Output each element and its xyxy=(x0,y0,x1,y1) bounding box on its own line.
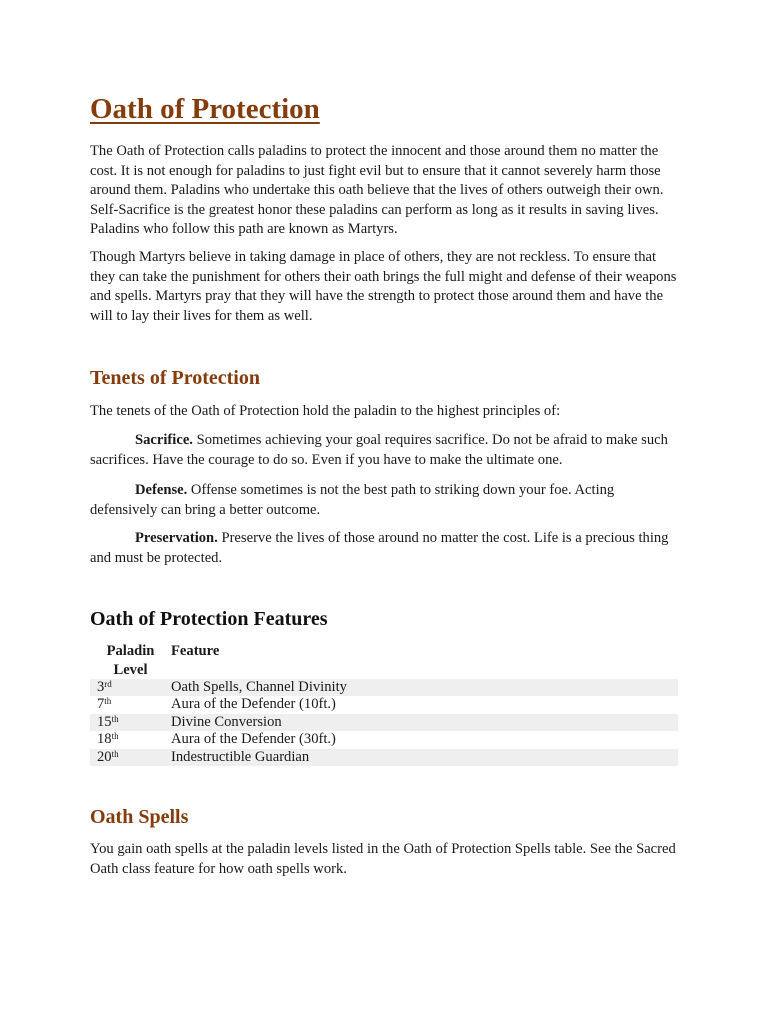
table-row xyxy=(90,696,678,713)
level-number: 15 xyxy=(97,713,112,730)
table-row xyxy=(90,679,678,696)
level-cell xyxy=(90,749,171,766)
tenet-text: Offense sometimes is not the best path to striking down your foe. Acting defensively can bring a better outcome. xyxy=(90,482,615,518)
intro-paragraph-2: Though Martyrs believe in taking damage in place of others, they are not reckless. To ensure that they can take the punishment for others their oath brings the full might and defense of their weapons and spells. Martyrs pray that they will have the strength to protect those around them and have the will to lay their lives for them as well. xyxy=(90,249,677,324)
table-body xyxy=(90,679,678,766)
level-number: 3 xyxy=(97,679,105,695)
features-table xyxy=(90,642,678,766)
table-row xyxy=(90,714,678,731)
tenet-text: Sometimes achieving your goal requires sacrifice. Do not be afraid to make such sacrifices. Have the courage to do so. Even if you have to make the ultimate one. xyxy=(90,432,668,468)
feature-cell: Aura of the Defender (30ft.) xyxy=(171,731,336,748)
tenet-name: Preservation. xyxy=(135,530,218,546)
level-ordinal-suffix: th xyxy=(111,748,119,759)
level-number: 18 xyxy=(97,731,112,748)
tenet-name: Sacrifice. xyxy=(135,432,193,448)
level-number: 7 xyxy=(97,696,105,713)
level-cell xyxy=(90,696,171,713)
features-heading: Oath of Protection Features xyxy=(90,608,328,630)
level-cell xyxy=(90,731,171,748)
tenet-defense xyxy=(90,481,680,520)
column-header-level: Paladin Level xyxy=(106,643,155,678)
feature-cell: Indestructible Guardian xyxy=(171,748,310,765)
feature-cell: Oath Spells, Channel Divinity xyxy=(171,679,347,695)
tenet-name: Defense. xyxy=(135,482,188,498)
tenet-preservation xyxy=(90,529,680,568)
tenet-sacrifice xyxy=(90,431,680,470)
table-row xyxy=(90,749,678,766)
tenets-intro: The tenets of the Oath of Protection hold the paladin to the highest principles of: xyxy=(90,403,561,419)
level-cell xyxy=(90,679,171,696)
intro-paragraph-1: The Oath of Protection calls paladins to protect the innocent and those around them no matter the cost. It is not enough for paladins to just fight evil but to ensure that it cannot severely harm those around them. Paladins who undertake this oath believe that the lives of others outweigh their own. Self-Sacrifice is the greatest honor these paladins can perform as long as it results in saving lives. Paladins who follow this path are known as Martyrs. xyxy=(90,143,664,237)
feature-cell: Aura of the Defender (10ft.) xyxy=(171,696,336,713)
level-cell xyxy=(90,714,171,731)
level-ordinal-suffix: rd xyxy=(104,679,112,689)
level-ordinal-suffix: th xyxy=(111,713,119,724)
level-ordinal-suffix: th xyxy=(111,731,119,742)
oath-spells-paragraph: You gain oath spells at the paladin levels listed in the Oath of Protection Spells table. See the Sacred Oath class feature for how oath spells work. xyxy=(90,841,676,877)
table-row xyxy=(90,731,678,748)
level-number: 20 xyxy=(97,748,112,765)
table-header-row xyxy=(90,642,678,679)
tenet-text: Preserve the lives of those around no matter the cost. Life is a precious thing and must be protected. xyxy=(90,530,669,566)
feature-cell: Divine Conversion xyxy=(171,713,282,730)
oath-spells-heading: Oath Spells xyxy=(90,806,189,828)
tenets-heading: Tenets of Protection xyxy=(90,367,260,389)
column-header-feature: Feature xyxy=(171,643,220,659)
page-title: Oath of Protection xyxy=(90,93,320,125)
level-ordinal-suffix: th xyxy=(104,696,112,707)
